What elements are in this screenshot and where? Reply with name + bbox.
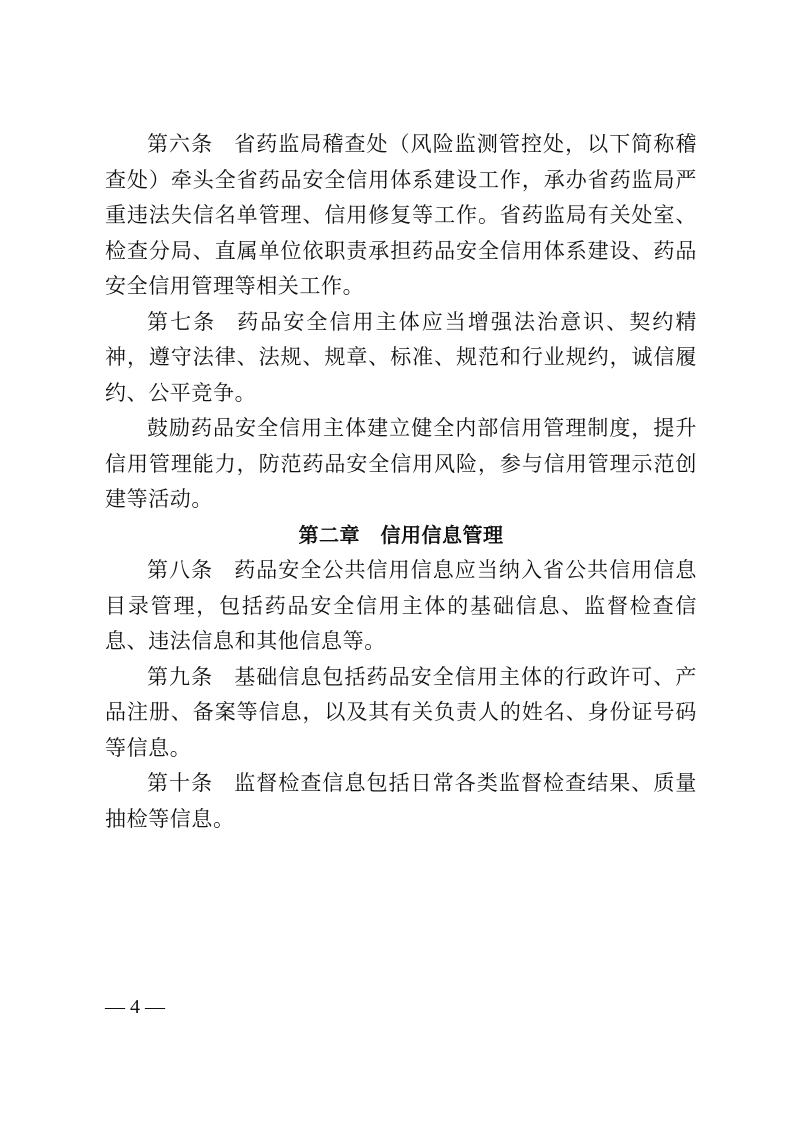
article-9-number: 第九条 xyxy=(147,664,214,689)
article-8-text: 药品安全公共信用信息应当纳入省公共信用信息目录管理，包括药品安全信用主体的基础信息、监督检查信息、违法信息和其他信息等。 xyxy=(105,558,697,653)
page-number: — 4 — xyxy=(105,996,165,1018)
document-body xyxy=(105,127,697,837)
article-7-paragraph xyxy=(105,305,697,412)
article-6-paragraph xyxy=(105,127,697,305)
article-7-number: 第七条 xyxy=(147,309,217,334)
article-10-number: 第十条 xyxy=(147,771,214,795)
article-7-continuation-paragraph xyxy=(105,411,697,518)
article-7-continuation-text: 鼓励药品安全信用主体建立健全内部信用管理制度，提升信用管理能力，防范药品安全信用风险，参与信用管理示范创建等活动。 xyxy=(105,416,697,511)
article-9-text: 基础信息包括药品安全信用主体的行政许可、产品注册、备案等信息，以及其有关负责人的姓名、身份证号码等信息。 xyxy=(105,664,697,760)
article-8-number: 第八条 xyxy=(147,558,214,582)
article-7-text: 药品安全信用主体应当增强法治意识、契约精神，遵守法律、法规、规章、标准、规范和行业规约，诚信履约、公平竞争。 xyxy=(105,309,697,405)
article-6-number: 第六条 xyxy=(147,132,214,156)
chapter-heading: 第二章 信用信息管理 xyxy=(298,522,504,547)
article-8-paragraph xyxy=(105,553,697,660)
article-6-text: 省药监局稽查处（风险监测管控处，以下简称稽查处）牵头全省药品安全信用体系建设工作，承办省药监局严重违法失信名单管理、信用修复等工作。省药监局有关处室、检查分局、直属单位依职责承担药品安全信用体系建设、药品安全信用管理等相关工作。 xyxy=(105,132,697,298)
article-10-paragraph xyxy=(105,766,697,837)
article-10-text: 监督检查信息包括日常各类监督检查结果、质量抽检等信息。 xyxy=(105,771,697,831)
article-9-paragraph xyxy=(105,660,697,767)
